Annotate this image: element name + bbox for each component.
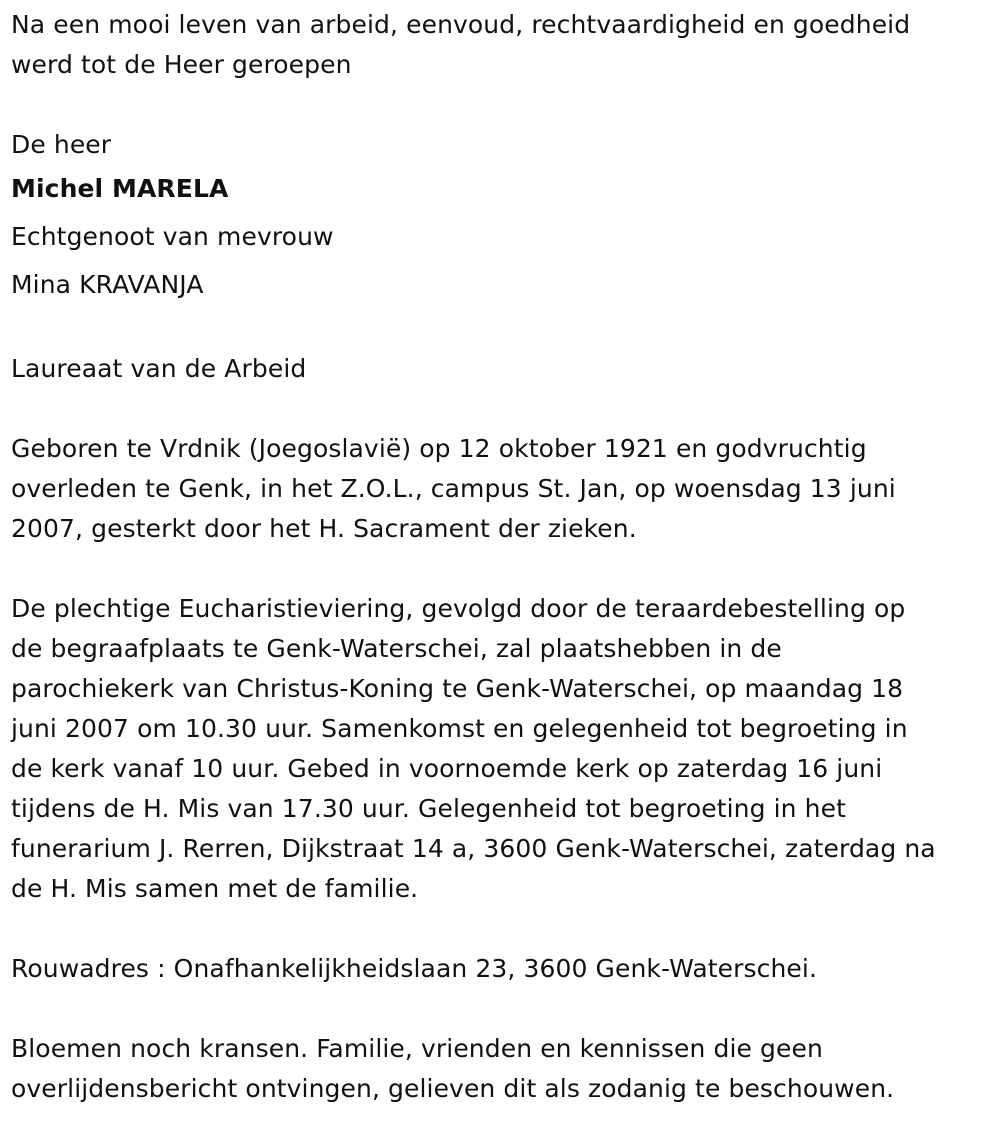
- service-line: de begraafplaats te Genk-Waterschei, zal plaatshebben in de: [11, 634, 782, 663]
- closing-paragraph: [11, 1029, 991, 1109]
- closing-line: Bloemen noch kransen. Familie, vrienden en kennissen die geen: [11, 1034, 823, 1063]
- service-line: de H. Mis samen met de familie.: [11, 874, 419, 903]
- service-line: parochiekerk van Christus-Koning te Genk-Waterschei, op maandag 18: [11, 674, 904, 703]
- spouse-name: Mina KRAVANJA: [11, 270, 204, 299]
- salutation: De heer: [11, 130, 112, 159]
- opening-paragraph: [11, 5, 991, 85]
- spacer: [11, 85, 991, 125]
- birth-death-line: overleden te Genk, in het Z.O.L., campus St. Jan, op woensdag 13 juni: [11, 474, 896, 503]
- service-line: de kerk vanaf 10 uur. Gebed in voornoemde kerk op zaterdag 16 juni: [11, 754, 883, 783]
- service-line: juni 2007 om 10.30 uur. Samenkomst en gelegenheid tot begroeting in: [11, 714, 908, 743]
- opening-line: werd tot de Heer geroepen: [11, 50, 352, 79]
- birth-death-line: Geboren te Vrdnik (Joegoslavië) op 12 oktober 1921 en godvruchtig: [11, 434, 867, 463]
- honor-paragraph: [11, 349, 991, 389]
- service-line: De plechtige Eucharistieviering, gevolgd door de teraardebestelling op: [11, 594, 906, 623]
- birth-death-paragraph: [11, 429, 991, 549]
- spouse-intro: Echtgenoot van mevrouw: [11, 222, 334, 251]
- birth-death-line: 2007, gesterkt door het H. Sacrament der zieken.: [11, 514, 637, 543]
- deceased-name: Michel MARELA: [11, 174, 229, 203]
- service-line: funerarium J. Rerren, Dijkstraat 14 a, 3600 Genk-Waterschei, zaterdag na: [11, 834, 936, 863]
- deceased-block: [11, 125, 991, 309]
- obituary-notice: [11, 0, 991, 1109]
- address-paragraph: [11, 949, 991, 989]
- service-paragraph: [11, 589, 991, 909]
- spacer: [11, 309, 991, 349]
- closing-line: overlijdensbericht ontvingen, gelieven dit als zodanig te beschouwen.: [11, 1074, 895, 1103]
- honor-title: Laureaat van de Arbeid: [11, 354, 307, 383]
- mourning-address: Rouwadres : Onafhankelijkheidslaan 23, 3600 Genk-Waterschei.: [11, 954, 817, 983]
- service-line: tijdens de H. Mis van 17.30 uur. Gelegenheid tot begroeting in het: [11, 794, 846, 823]
- spacer: [11, 389, 991, 429]
- spacer: [11, 909, 991, 949]
- spacer: [11, 549, 991, 589]
- opening-line: Na een mooi leven van arbeid, eenvoud, rechtvaardigheid en goedheid: [11, 10, 911, 39]
- spacer: [11, 989, 991, 1029]
